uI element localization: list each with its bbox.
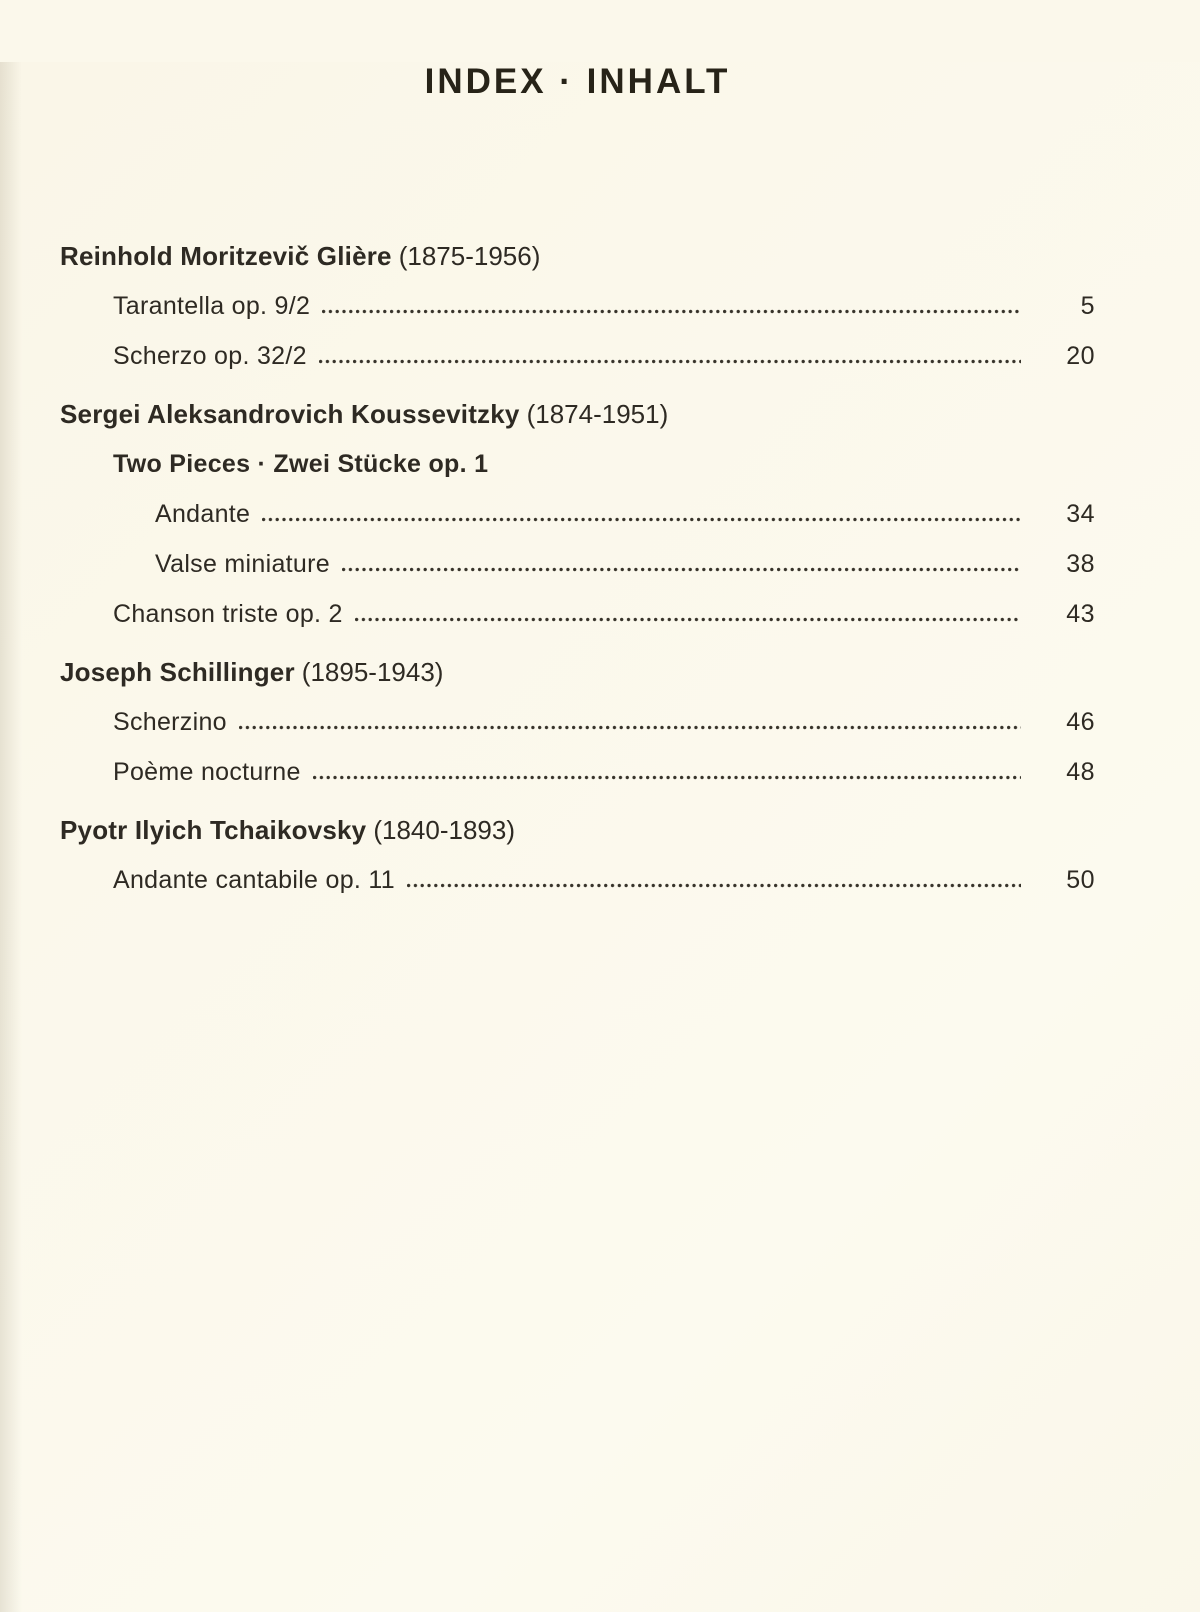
toc-entry [60, 292, 1095, 320]
dot-leader [407, 883, 1021, 888]
composer-name: Reinhold Moritzevič Glière [60, 241, 392, 271]
section-gliere [60, 242, 1095, 370]
entry-title: Tarantella op. 9/2 [113, 292, 311, 320]
page-number: 5 [1080, 292, 1095, 320]
toc-entry [60, 758, 1095, 786]
dot-leader [262, 517, 1021, 522]
toc-entry [60, 866, 1095, 894]
page-title: INDEX · INHALT [424, 62, 731, 101]
dot-leader [355, 617, 1021, 622]
page-number: 34 [1066, 500, 1095, 528]
page-number: 48 [1066, 758, 1095, 786]
entry-title: Scherzo op. 32/2 [113, 342, 307, 370]
section-schillinger [60, 658, 1095, 786]
page-number: 46 [1066, 708, 1095, 736]
entry-title: Andante [155, 500, 251, 528]
composer-dates: (1875-1956) [398, 241, 541, 271]
section-tchaikovsky [60, 816, 1095, 894]
composer-dates: (1874-1951) [526, 399, 669, 429]
section-koussevitzky [60, 400, 1095, 628]
toc-entry [60, 550, 1095, 578]
page-number: 50 [1066, 866, 1095, 894]
section-heading [60, 400, 1095, 428]
composer-name: Pyotr Ilyich Tchaikovsky [60, 815, 367, 845]
dot-leader [239, 725, 1021, 730]
toc-subheading [60, 450, 1095, 478]
entry-title: Valse miniature [155, 550, 330, 578]
page-number: 20 [1066, 342, 1095, 370]
toc-entry [60, 600, 1095, 628]
composer-name: Joseph Schillinger [60, 657, 295, 687]
dot-leader [322, 309, 1021, 314]
section-heading [60, 658, 1095, 686]
entry-title: Scherzino [113, 708, 227, 736]
toc-entry [60, 342, 1095, 370]
entry-title: Two Pieces · Zwei Stücke op. 1 [113, 450, 489, 478]
composer-dates: (1895-1943) [301, 657, 444, 687]
toc-entry [60, 708, 1095, 736]
entry-title: Andante cantabile op. 11 [113, 866, 395, 894]
page-number: 43 [1066, 600, 1095, 628]
toc-entry [60, 500, 1095, 528]
composer-dates: (1840-1893) [373, 815, 515, 845]
section-heading [60, 242, 1095, 270]
section-heading [60, 816, 1095, 844]
dot-leader [319, 359, 1021, 364]
entry-title: Chanson triste op. 2 [113, 600, 343, 628]
index-page [0, 62, 1200, 1612]
entry-title: Poème nocturne [113, 758, 301, 786]
composer-name: Sergei Aleksandrovich Koussevitzky [60, 399, 520, 429]
dot-leader [313, 775, 1021, 780]
page-number: 38 [1066, 550, 1095, 578]
dot-leader [342, 567, 1021, 572]
